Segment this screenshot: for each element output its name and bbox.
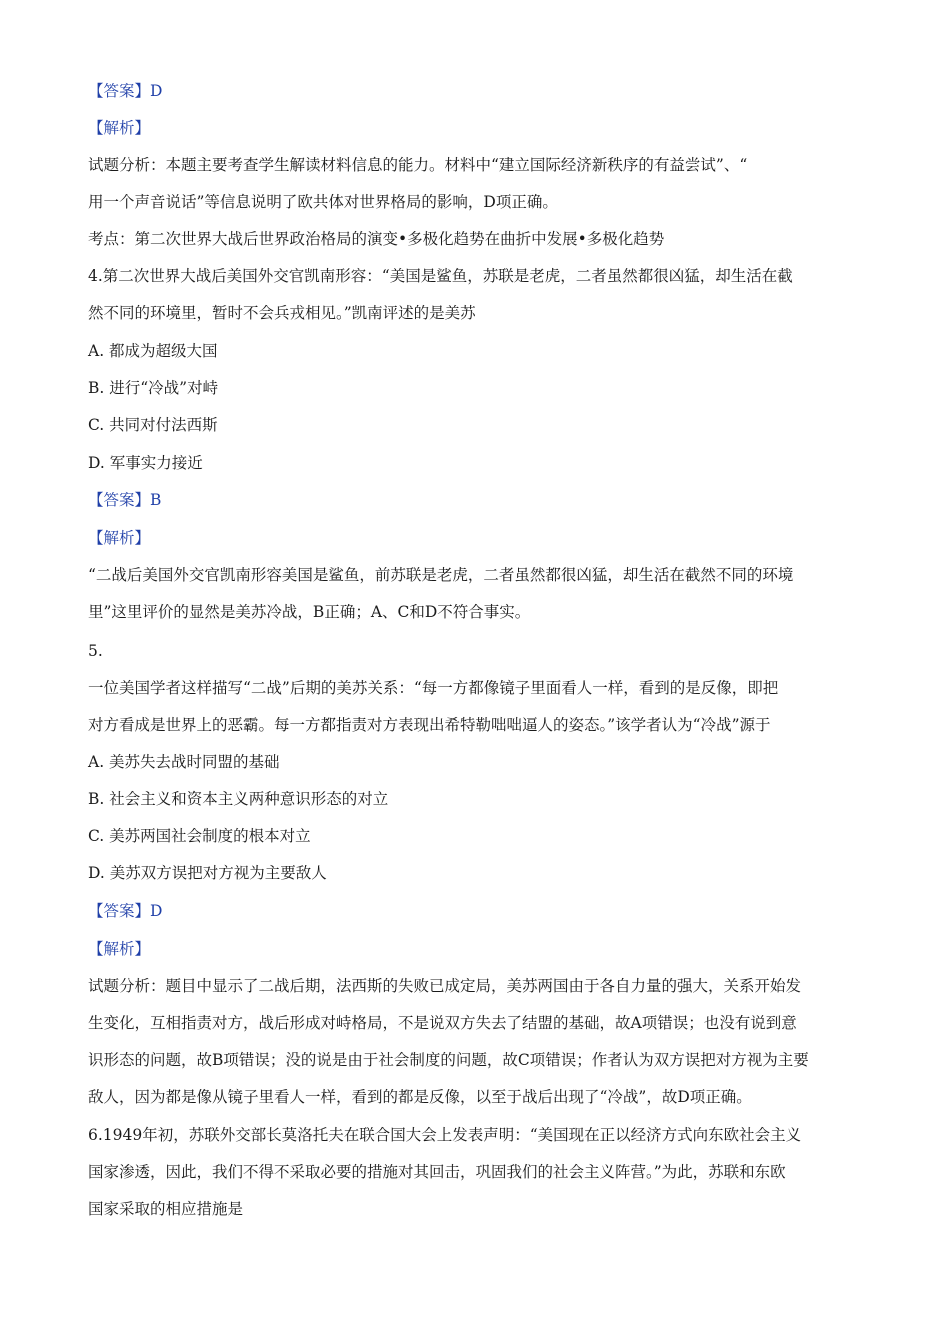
analysis-text: “二战后美国外交官凯南形容美国是鲨鱼，前苏联是老虎，二者虽然都很凶猛，却生活在截然不同的环境 bbox=[88, 566, 794, 584]
question-4-stem: 然不同的环境里，暂时不会兵戎相见。”凯南评述的是美苏 bbox=[88, 304, 476, 322]
question-5-number: 5. bbox=[88, 642, 103, 660]
analysis-text: 生变化，互相指责对方，战后形成对峙格局，不是说双方失去了结盟的基础，故A项错误；也没有说到意 bbox=[88, 1014, 797, 1032]
question-4-option-d: D. 军事实力接近 bbox=[88, 454, 203, 472]
analysis-text: 里”这里评价的显然是美苏冷战，B正确；A、C和D不符合事实。 bbox=[88, 603, 531, 621]
question-5-option-a: A. 美苏失去战时同盟的基础 bbox=[88, 753, 280, 771]
analysis-text: 用一个声音说话”等信息说明了欧共体对世界格局的影响，D项正确。 bbox=[88, 193, 558, 211]
question-5-option-d: D. 美苏双方误把对方视为主要敌人 bbox=[88, 864, 327, 882]
question-5-option-c: C. 美苏两国社会制度的根本对立 bbox=[88, 827, 311, 845]
question-4-stem: 4.第二次世界大战后美国外交官凯南形容：“美国是鲨鱼，苏联是老虎，二者虽然都很凶猛，却生活在截 bbox=[88, 267, 793, 285]
analysis-text: 敌人，因为都是像从镜子里看人一样，看到的都是反像，以至于战后出现了“冷战”，故D项正确。 bbox=[88, 1088, 752, 1106]
analysis-tag: 【解析】 bbox=[88, 529, 151, 547]
question-6-stem: 国家采取的相应措施是 bbox=[88, 1200, 244, 1218]
question-4-option-a: A. 都成为超级大国 bbox=[88, 342, 218, 360]
question-5-stem: 对方看成是世界上的恶霸。每一方都指责对方表现出希特勒咄咄逼人的姿态。”该学者认为“冷战”源于 bbox=[88, 716, 771, 734]
analysis-tag: 【解析】 bbox=[88, 940, 151, 958]
analysis-text: 识形态的问题，故B项错误；没的说是由于社会制度的问题，故C项错误；作者认为双方误把对方视为主要 bbox=[88, 1051, 809, 1069]
answer-tag: 【答案】D bbox=[88, 82, 163, 100]
question-6-stem: 6.1949年初，苏联外交部长莫洛托夫在联合国大会上发表声明：“美国现在正以经济方式向东欧社会主义 bbox=[88, 1126, 802, 1144]
question-6-stem: 国家渗透，因此，我们不得不采取必要的措施对其回击，巩固我们的社会主义阵营。”为此，苏联和东欧 bbox=[88, 1163, 786, 1181]
analysis-tag: 【解析】 bbox=[88, 119, 151, 137]
test-point: 考点：第二次世界大战后世界政治格局的演变•多极化趋势在曲折中发展•多极化趋势 bbox=[88, 230, 665, 248]
question-5-stem: 一位美国学者这样描写“二战”后期的美苏关系：“每一方都像镜子里面看人一样，看到的是反像，即把 bbox=[88, 679, 779, 697]
analysis-text: 试题分析：题目中显示了二战后期，法西斯的失败已成定局，美苏两国由于各自力量的强大，关系开始发 bbox=[88, 977, 802, 995]
question-5-option-b: B. 社会主义和资本主义两种意识形态的对立 bbox=[88, 790, 389, 808]
answer-tag: 【答案】B bbox=[88, 491, 162, 509]
answer-tag: 【答案】D bbox=[88, 902, 163, 920]
analysis-text: 试题分析：本题主要考查学生解读材料信息的能力。材料中“建立国际经济新秩序的有益尝试”、“ bbox=[88, 156, 748, 174]
question-4-option-b: B. 进行“冷战”对峙 bbox=[88, 379, 219, 397]
question-4-option-c: C. 共同对付法西斯 bbox=[88, 416, 218, 434]
